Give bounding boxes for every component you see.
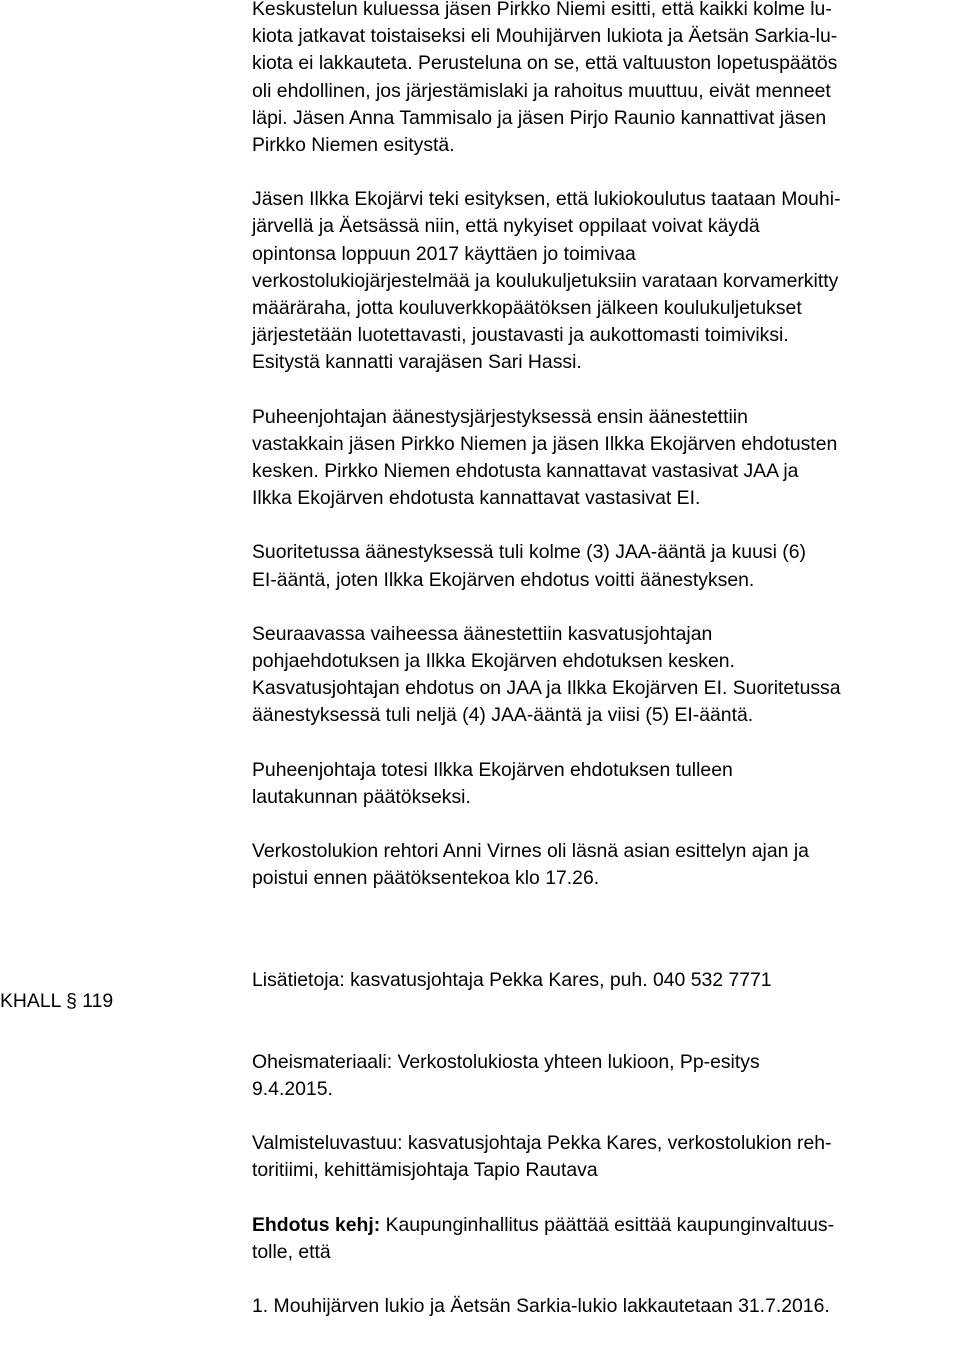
preparation-responsibility [252,1130,958,1184]
text-line: poistui ennen päätöksentekoa klo 17.26. [252,867,600,890]
text-line: Ilkka Ekojärven ehdotusta kannattavat vastasivat EI. [252,487,701,510]
text-line: kiota ei lakkauteta. Perusteluna on se, että valtuuston lopetuspäätös [252,52,838,75]
text-line: EI-ääntä, joten Ilkka Ekojärven ehdotus voitti äänestyksen. [252,568,755,591]
text-line: järvellä ja Äetsässä niin, että nykyiset oppilaat voivat käydä [252,215,760,238]
proposal-list-item-1 [252,1293,958,1320]
text-line: Puheenjohtaja totesi Ilkka Ekojärven ehdotuksen tulleen [252,758,733,781]
text-line: pohjaehdotuksen ja Ilkka Ekojärven ehdotuksen kesken. [252,650,735,673]
text-line: Esitystä kannatti varajäsen Sari Hassi. [252,351,582,374]
paragraph-principal-presence [252,838,958,892]
text-line: Keskustelun kuluessa jäsen Pirkko Niemi esitti, että kaikki kolme lu- [252,0,832,20]
text-line: Suoritetussa äänestyksessä tuli kolme (3) JAA-ääntä ja kuusi (6) [252,541,806,564]
text-line: Oheismateriaali: Verkostolukiosta yhteen lukioon, Pp-esitys [252,1050,760,1073]
text-line: Jäsen Ilkka Ekojärvi teki esityksen, että lukiokoulutus taataan Mouhi- [252,188,841,211]
proposal-section [252,1212,958,1266]
text-line: Puheenjohtajan äänestysjärjestyksessä ensin äänestettiin [252,405,748,428]
section-reference: KHALL § 119 [0,990,114,1012]
text-line: oli ehdollinen, jos järjestämislaki ja rahoitus muuttuu, eivät menneet [252,79,831,102]
text-line: Kaupunginhallitus päättää esittää kaupunginvaltuus- [380,1213,835,1236]
paragraph-first-vote [252,539,958,593]
paragraph-voting-order [252,404,958,513]
text-line: 1. Mouhijärven lukio ja Äetsän Sarkia-lukio lakkautetaan 31.7.2016. [252,1294,830,1317]
text-line: järjestetään luotettavasti, joustavasti ja aukottomasti toimiviksi. [252,324,789,347]
text-line: äänestyksessä tuli neljä (4) JAA-ääntä ja viisi (5) EI-ääntä. [252,704,754,727]
text-line: Lisätietoja: kasvatusjohtaja Pekka Kares, puh. 040 532 7771 [252,969,772,992]
text-line: Verkostolukion rehtori Anni Virnes oli läsnä asian esittelyn ajan ja [252,840,809,863]
text-line: kiota jatkavat toistaiseksi eli Mouhijärven lukiota ja Äetsän Sarkia-lu- [252,25,838,48]
text-line: opintonsa loppuun 2017 käyttäen jo toimivaa [252,242,636,265]
attachment-info [252,1049,958,1103]
text-line: Seuraavassa vaiheessa äänestettiin kasvatusjohtajan [252,622,713,645]
paragraph-decision [252,757,958,811]
text-line: Valmisteluvastuu: kasvatusjohtaja Pekka Kares, verkostolukion reh- [252,1132,832,1155]
document-body [252,0,958,1347]
proposal-label: Ehdotus kehj: [252,1213,381,1236]
text-line: Pirkko Niemen esitystä. [252,134,455,157]
section-gap [252,1022,958,1049]
text-line: kesken. Pirkko Niemen ehdotusta kannattavat vastasivat JAA ja [252,460,799,483]
text-line: läpi. Jäsen Anna Tammisalo ja jäsen Pirjo Raunio kannattivat jäsen [252,106,827,129]
text-line: määräraha, jotta kouluverkkopäätöksen jälkeen koulukuljetukset [252,297,802,320]
text-line: Kasvatusjohtajan ehdotus on JAA ja Ilkka Ekojärven EI. Suoritetussa [252,677,841,700]
text-line: tolle, että [252,1240,331,1263]
text-line: lautakunnan päätökseksi. [252,785,471,808]
section-gap [252,919,958,967]
text-line: verkostolukiojärjestelmää ja koulukuljetuksiin varataan korvamerkitty [252,269,839,292]
contact-info [252,967,958,994]
text-line: 9.4.2015. [252,1077,333,1100]
text-line: vastakkain jäsen Pirkko Niemen ja jäsen Ilkka Ekojärven ehdotusten [252,432,838,455]
paragraph-ekojarvi-proposal [252,186,958,376]
text-line: toritiimi, kehittämisjohtaja Tapio Rautava [252,1159,598,1182]
paragraph-niemi-proposal [252,0,958,159]
paragraph-second-vote [252,621,958,730]
